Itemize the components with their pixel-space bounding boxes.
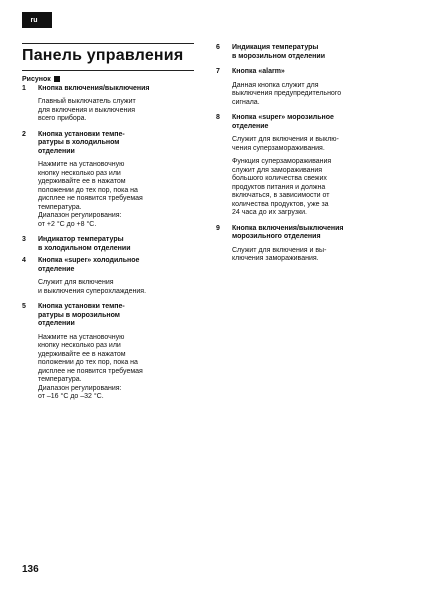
- item-description-line: и выключения суперохлаждения.: [38, 287, 147, 295]
- control-item-3: [22, 236, 207, 253]
- spacer: [22, 229, 207, 236]
- item-description-line: выключения предупредительного: [232, 90, 342, 97]
- language-tab: [22, 12, 52, 28]
- item-description-line: 24 часа до их загрузки.: [232, 209, 307, 216]
- item-header: [216, 114, 401, 131]
- item-description-line: дисплее не появится требуемая: [38, 195, 143, 202]
- item-description: [38, 161, 207, 229]
- item-description-line: количества продуктов, уже за: [232, 200, 329, 208]
- figure-square-icon: [54, 76, 60, 82]
- item-heading-line: Кнопка «super» морозильное: [232, 114, 334, 121]
- spacer: [22, 296, 207, 303]
- control-item-8: [216, 114, 401, 218]
- item-description-line: Диапазон регулирования:: [38, 212, 122, 219]
- control-item-1: [22, 85, 207, 124]
- item-heading: [38, 303, 125, 329]
- item-description-line: Диапазон регулирования:: [38, 384, 122, 392]
- item-description-line: температура.: [38, 203, 82, 211]
- item-description-line: Нажмите на установочную: [38, 161, 125, 168]
- item-heading-line: отделении: [38, 147, 75, 155]
- control-item-7: [216, 68, 401, 107]
- item-heading: [232, 114, 334, 131]
- item-heading: [232, 225, 344, 242]
- item-description: [38, 98, 207, 124]
- item-description-line: Нажмите на установочную: [38, 333, 125, 341]
- page-title: Панель управления: [22, 47, 184, 64]
- item-heading-line: в холодильном отделении: [38, 244, 131, 252]
- item-description: [232, 247, 401, 264]
- item-heading-line: отделение: [232, 122, 269, 130]
- figure-reference: [22, 76, 207, 85]
- item-number: 3: [22, 236, 26, 243]
- spacer: [22, 124, 207, 131]
- item-heading-line: ратуры в морозильном: [38, 311, 120, 319]
- item-description: [38, 334, 207, 402]
- figure-reference-label: Рисунок: [22, 76, 51, 83]
- item-heading-line: Кнопка установки темпе-: [38, 303, 125, 310]
- item-description-line: продуктов питания и должна: [232, 183, 326, 191]
- item-header: [216, 225, 401, 242]
- item-number: 1: [22, 84, 26, 92]
- item-number: 2: [22, 130, 26, 138]
- item-description-line: кнопку несколько раз или: [38, 169, 121, 177]
- item-description-line: от +2 °C до +8 °C.: [38, 220, 97, 228]
- item-number: 6: [216, 44, 220, 51]
- item-header: [22, 85, 207, 94]
- item-number: 4: [22, 257, 26, 264]
- item-description-line: дисплее не появится требуемая: [38, 367, 143, 375]
- spacer: [216, 61, 401, 68]
- item-description-line: удерживайте ее в нажатом: [38, 350, 126, 358]
- spacer: [216, 218, 401, 225]
- item-heading: [232, 44, 325, 61]
- item-heading-line: в морозильном отделении: [232, 52, 325, 60]
- item-heading-line: Индикатор температуры: [38, 236, 124, 243]
- item-description-line: положении до тех пор, пока на: [38, 186, 138, 194]
- item-heading-line: Индикация температуры: [232, 44, 319, 51]
- item-number: 7: [216, 68, 220, 75]
- item-heading-line: отделении: [38, 320, 75, 327]
- item-description-line: включаться, в зависимости от: [232, 192, 330, 199]
- item-description-line: удерживайте ее в нажатом: [38, 178, 126, 185]
- item-description: [232, 136, 401, 153]
- item-heading: [38, 85, 150, 94]
- item-description-line: положении до тех пор, пока на: [38, 359, 138, 366]
- spacer: [216, 107, 401, 114]
- item-number: 9: [216, 224, 220, 232]
- item-heading-line: Кнопка «super» холодильное: [38, 257, 140, 264]
- item-description-line: для включения и выключения: [38, 106, 136, 114]
- item-heading-line: отделение: [38, 265, 75, 273]
- item-description-line: Служит для включения и выклю-: [232, 136, 339, 143]
- item-description-line: от –16 °C до –32 °C.: [38, 393, 104, 400]
- item-number: 5: [22, 303, 26, 310]
- language-code: ru: [30, 16, 38, 24]
- item-description-line: ключения замораживания.: [232, 255, 319, 262]
- page-number: 136: [22, 564, 39, 575]
- item-description-line: Главный выключатель служит: [38, 98, 136, 105]
- item-description-line: Функция суперзамораживания: [232, 158, 332, 165]
- item-description-line: температура.: [38, 376, 82, 383]
- title-rule-left: [22, 43, 194, 44]
- item-description: [232, 82, 401, 108]
- control-item-4: [22, 257, 207, 296]
- right-column: [216, 44, 401, 264]
- item-description-line: Служит для включения и вы-: [232, 246, 327, 254]
- item-header: [22, 236, 207, 253]
- control-item-9: [216, 225, 401, 264]
- item-header: [216, 68, 401, 77]
- item-description-line: чения суперзамораживания.: [232, 144, 325, 152]
- control-item-5: [22, 303, 207, 402]
- item-heading-line: Кнопка включения/выключения: [232, 224, 344, 232]
- item-header: [22, 131, 207, 157]
- left-column: [22, 76, 207, 402]
- item-description-line: Служит для включения: [38, 279, 114, 286]
- item-header: [22, 257, 207, 274]
- item-heading: [38, 131, 125, 157]
- control-item-2: [22, 131, 207, 230]
- item-description-line: Данная кнопка служит для: [232, 81, 319, 89]
- title-rule-left-bottom: [22, 70, 194, 71]
- item-heading-line: Кнопка включения/выключения: [38, 84, 150, 92]
- item-description-line: кнопку несколько раз или: [38, 342, 121, 349]
- item-header: [22, 303, 207, 329]
- item-number: 8: [216, 114, 220, 121]
- item-description-line: большого количества свежих: [232, 175, 327, 182]
- item-description-line: служит для замораживания: [232, 166, 323, 174]
- item-header: [216, 44, 401, 61]
- item-heading-line: морозильного отделения: [232, 233, 321, 240]
- item-description: [38, 279, 207, 296]
- item-description-extra: [232, 158, 401, 218]
- item-heading-line: Кнопка установки темпе-: [38, 130, 125, 138]
- item-heading: [38, 257, 139, 274]
- item-description-line: сигнала.: [232, 98, 260, 106]
- item-description-line: всего прибора.: [38, 115, 87, 122]
- item-heading-line: ратуры в холодильном: [38, 139, 120, 146]
- item-heading-line: Кнопка «alarm»: [232, 68, 285, 75]
- control-item-6: [216, 44, 401, 61]
- item-heading: [232, 68, 285, 77]
- item-heading: [38, 236, 131, 253]
